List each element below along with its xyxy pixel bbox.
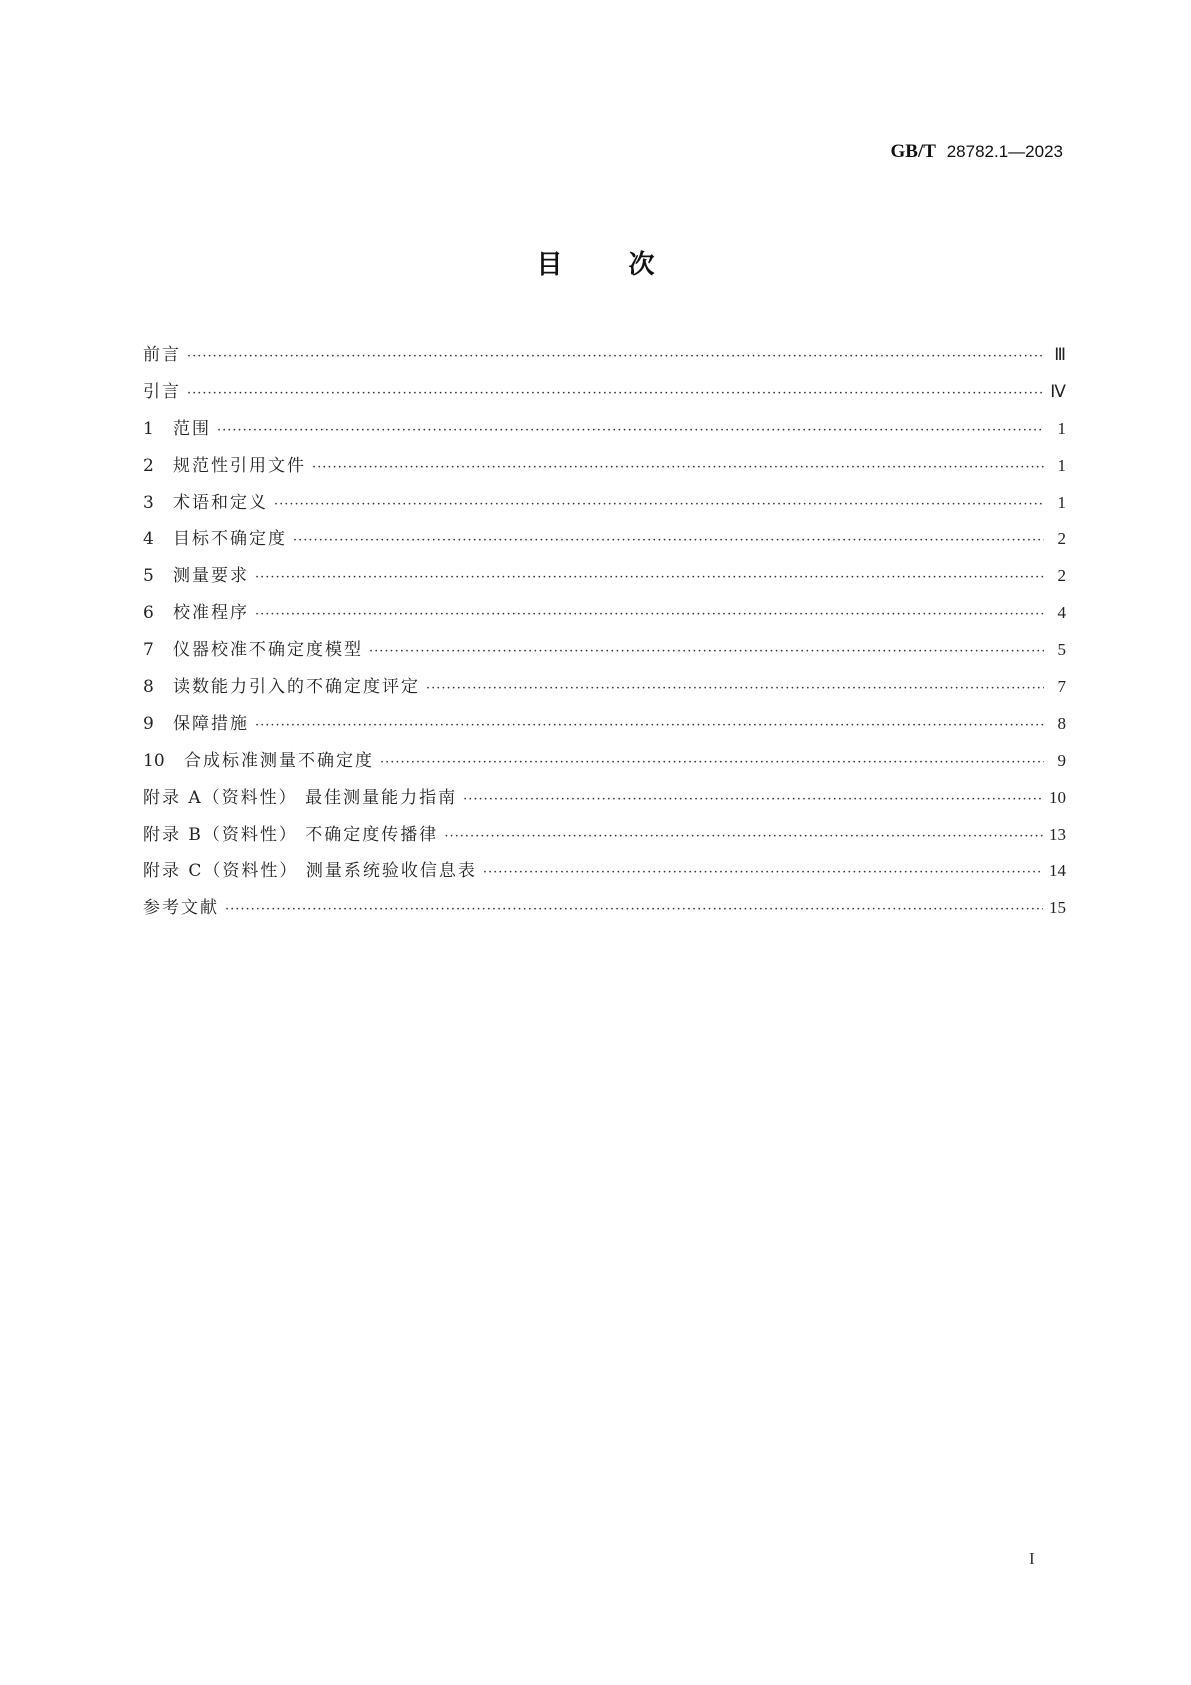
toc-entry[interactable]: 参考文献 ····· 15 [143,893,1066,930]
toc-entry[interactable]: 6 校准程序 ····· 4 [143,598,1066,635]
toc-page: Ⅲ [1054,345,1066,364]
leader-dots [312,460,1044,475]
toc-page: 4 [1057,603,1066,623]
toc-entry[interactable]: 10 合成标准测量不确定度 ····· 9 [143,746,1066,783]
leader-dots [426,681,1044,696]
leader-dots [380,755,1044,770]
toc-entry[interactable]: 附录 C（资料性） 测量系统验收信息表 ····· 14 [143,856,1066,893]
leader-dots [444,829,1043,844]
leader-dots [463,792,1043,807]
toc-page: 7 [1057,677,1066,697]
toc-page: 1 [1057,455,1066,475]
leader-dots [255,718,1044,733]
toc-entry[interactable]: 7 仪器校准不确定度模型 ····· 5 [143,635,1066,672]
toc-entry[interactable]: 9 保障措施 ····· 8 [143,709,1066,746]
toc-page: 2 [1057,529,1066,549]
toc-page: 9 [1057,750,1066,770]
leader-dots [369,644,1044,659]
toc-page: 1 [1057,418,1066,438]
standard-prefix: GB/T [890,141,936,162]
leader-dots [483,865,1043,880]
leader-dots [217,423,1044,438]
toc-entry[interactable]: 8 读数能力引入的不确定度评定 ····· 7 [143,672,1066,709]
toc-entry[interactable]: 4 目标不确定度 ····· 2 [143,524,1066,561]
toc-entry[interactable]: 前言 ····· Ⅲ [143,340,1066,377]
toc-page: 5 [1057,640,1066,660]
leader-dots [274,497,1044,512]
toc-entry[interactable]: 3 术语和定义 ····· 1 [143,488,1066,525]
toc-page: 15 [1049,898,1066,918]
leader-dots [187,349,1044,364]
table-of-contents [143,340,1066,930]
toc-entry[interactable]: 附录 A（资料性） 最佳测量能力指南 ····· 10 [143,783,1066,820]
toc-page: Ⅳ [1050,381,1066,401]
leader-dots [255,607,1044,622]
leader-dots [293,533,1044,548]
toc-entry[interactable]: 引言 ····· Ⅳ [143,377,1066,414]
toc-page: 1 [1057,492,1066,512]
toc-page: 2 [1057,566,1066,586]
toc-page: 8 [1057,713,1066,733]
page-title: 目次 [536,250,721,280]
page-number: I [1029,1549,1035,1568]
standard-code: 28782.1—2023 [946,142,1063,161]
toc-entry[interactable]: 5 测量要求 ····· 2 [143,561,1066,598]
toc-page: 14 [1049,861,1066,881]
toc-entry[interactable]: 2 规范性引用文件 ····· 1 [143,451,1066,488]
leader-dots [187,386,1044,401]
toc-page: 10 [1049,787,1066,807]
toc-entry[interactable]: 1 范围 ····· 1 [143,414,1066,451]
toc-page: 13 [1049,824,1066,844]
standard-number [891,141,1064,163]
leader-dots [255,570,1044,585]
leader-dots [225,902,1043,917]
toc-entry[interactable]: 附录 B（资料性） 不确定度传播律 ····· 13 [143,820,1066,857]
